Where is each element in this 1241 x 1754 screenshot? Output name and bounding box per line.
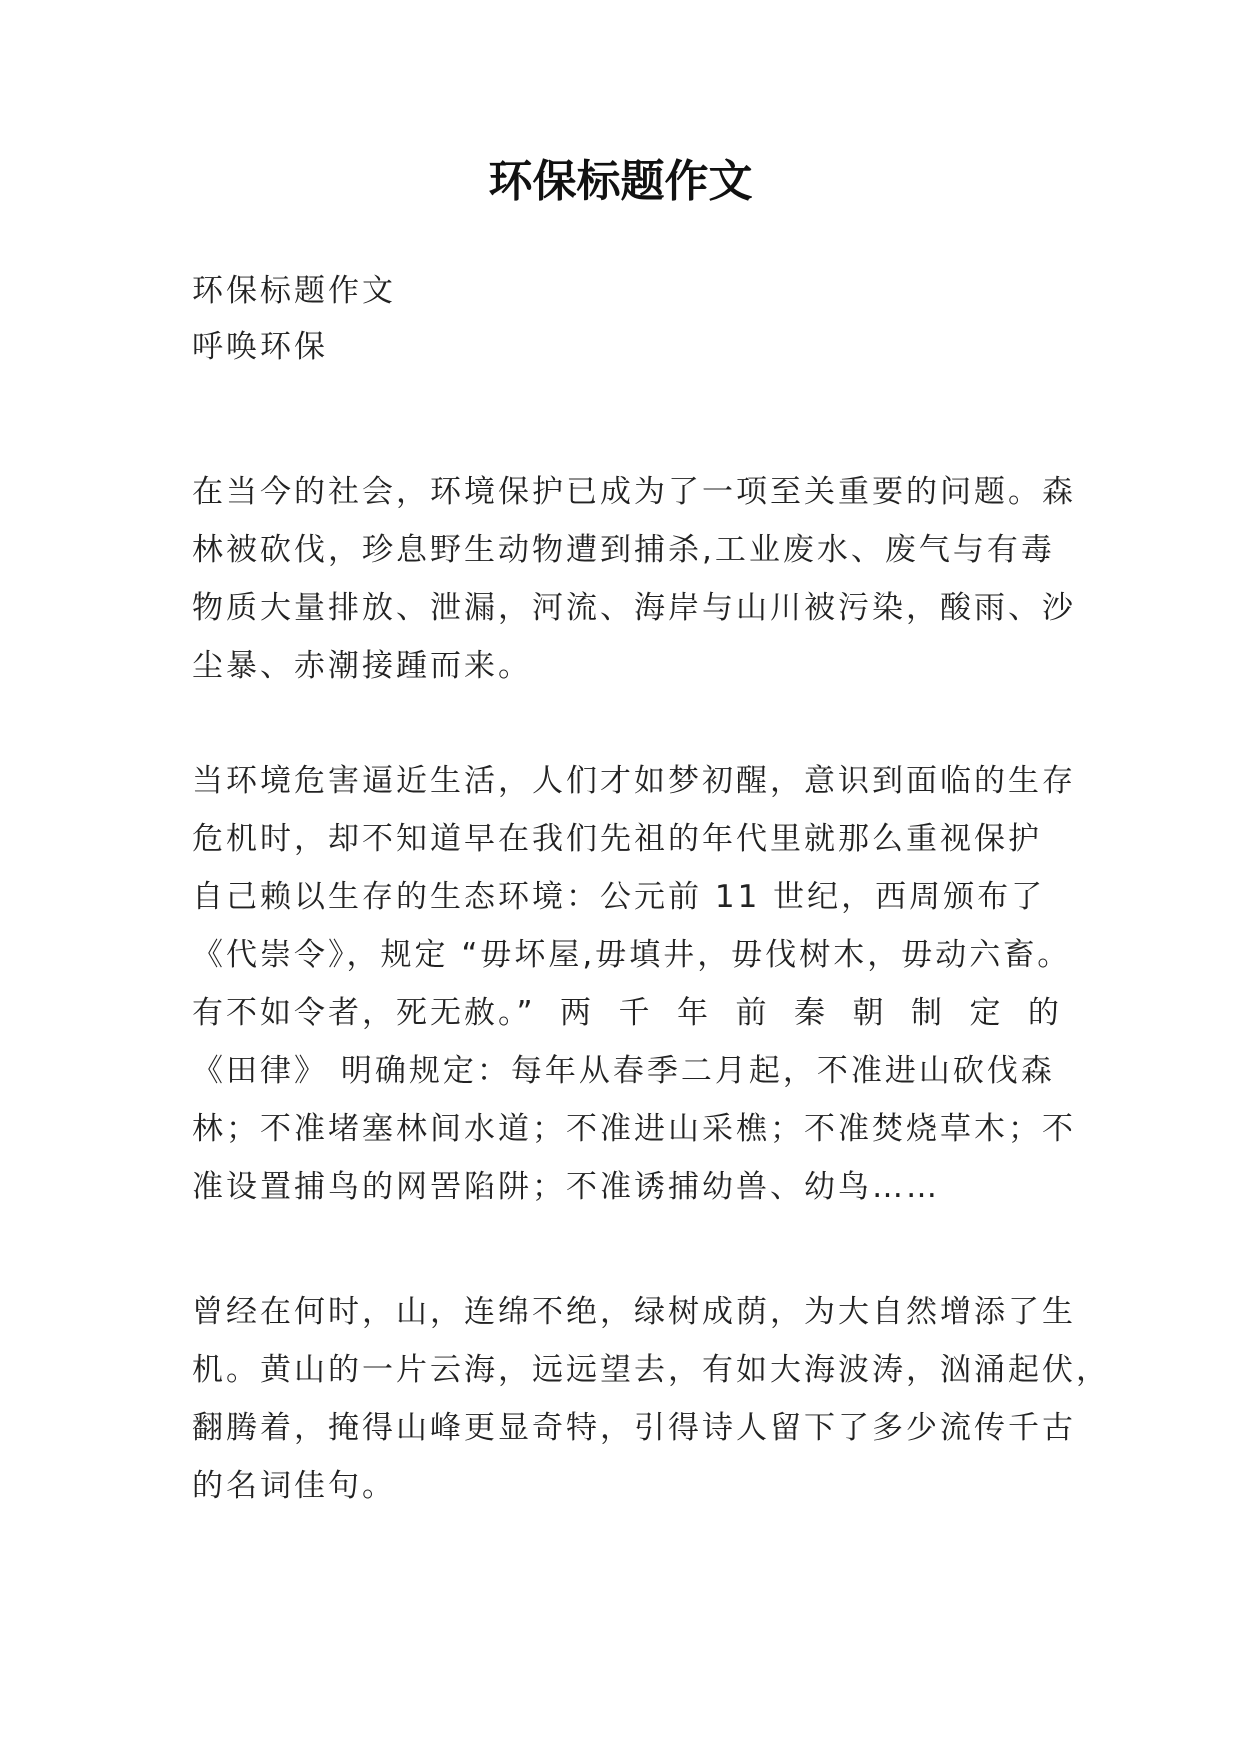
paragraph-2-line-4: 《代崇令》，规定 “毋坏屋,毋填井，毋伐树木，毋动六畜。 bbox=[192, 937, 1072, 973]
paragraph-3 bbox=[192, 1283, 1110, 1515]
paragraph-2-line-1: 当环境危害逼近生活，人们才如梦初醒，意识到面临的生存 bbox=[192, 763, 1076, 799]
paragraph-2-line-5-char: 秦 bbox=[793, 995, 828, 1031]
paragraph-2-line-8: 准设置捕鸟的网罟陷阱；不准诱捕幼兽、幼鸟…… bbox=[192, 1169, 940, 1205]
document-title: 环保标题作文 bbox=[488, 156, 753, 207]
paragraph-2-line-5 bbox=[192, 984, 1062, 1042]
paragraph-2 bbox=[192, 752, 1076, 1216]
paragraph-2-line-5-char: 制 bbox=[910, 995, 945, 1031]
paragraph-2-line-5-start: 有不如令者，死无赦。” bbox=[192, 995, 536, 1031]
paragraph-3-line-4: 的名词佳句。 bbox=[192, 1468, 396, 1504]
paragraph-2-line-5-char: 朝 bbox=[852, 995, 887, 1031]
intro-line-title: 环保标题作文 bbox=[192, 273, 396, 309]
paragraph-2-line-5-char: 定 bbox=[969, 995, 1004, 1031]
paragraph-2-line-5-char: 千 bbox=[618, 995, 653, 1031]
paragraph-1-line-4: 尘暴、赤潮接踵而来。 bbox=[192, 648, 532, 684]
paragraph-1 bbox=[192, 463, 1076, 695]
paragraph-3-line-1: 曾经在何时，山，连绵不绝，绿树成荫，为大自然增添了生 bbox=[192, 1294, 1076, 1330]
paragraph-2-line-5-char: 前 bbox=[735, 995, 770, 1031]
intro-block bbox=[192, 263, 1062, 375]
paragraph-2-line-2: 危机时，却不知道早在我们先祖的年代里就那么重视保护 bbox=[192, 821, 1042, 857]
paragraph-2-line-5-char: 的 bbox=[1027, 995, 1062, 1031]
paragraph-2-line-7: 林；不准堵塞林间水道；不准进山采樵；不准焚烧草木；不 bbox=[192, 1111, 1076, 1147]
paragraph-2-line-5-char: 两 bbox=[560, 995, 595, 1031]
paragraph-1-line-1: 在当今的社会，环境保护已成为了一项至关重要的问题。森 bbox=[192, 474, 1076, 510]
paragraph-2-line-5-char: 年 bbox=[677, 995, 712, 1031]
paragraph-2-line-6: 《田律》 明确规定：每年从春季二月起，不准进山砍伐森 bbox=[192, 1053, 1055, 1089]
paragraph-3-line-3: 翻腾着，掩得山峰更显奇特，引得诗人留下了多少流传千古 bbox=[192, 1410, 1076, 1446]
paragraph-1-line-2: 林被砍伐，珍息野生动物遭到捕杀,工业废水、废气与有毒 bbox=[192, 532, 1055, 568]
intro-line-subtitle: 呼唤环保 bbox=[192, 329, 328, 365]
paragraph-2-line-3: 自己赖以生存的生态环境：公元前 11 世纪，西周颁布了 bbox=[192, 879, 1046, 915]
paragraph-1-line-3: 物质大量排放、泄漏，河流、海岸与山川被污染，酸雨、沙 bbox=[192, 590, 1076, 626]
paragraph-3-line-2: 机。黄山的一片云海，远远望去，有如大海波涛，汹涌起伏， bbox=[192, 1352, 1110, 1388]
